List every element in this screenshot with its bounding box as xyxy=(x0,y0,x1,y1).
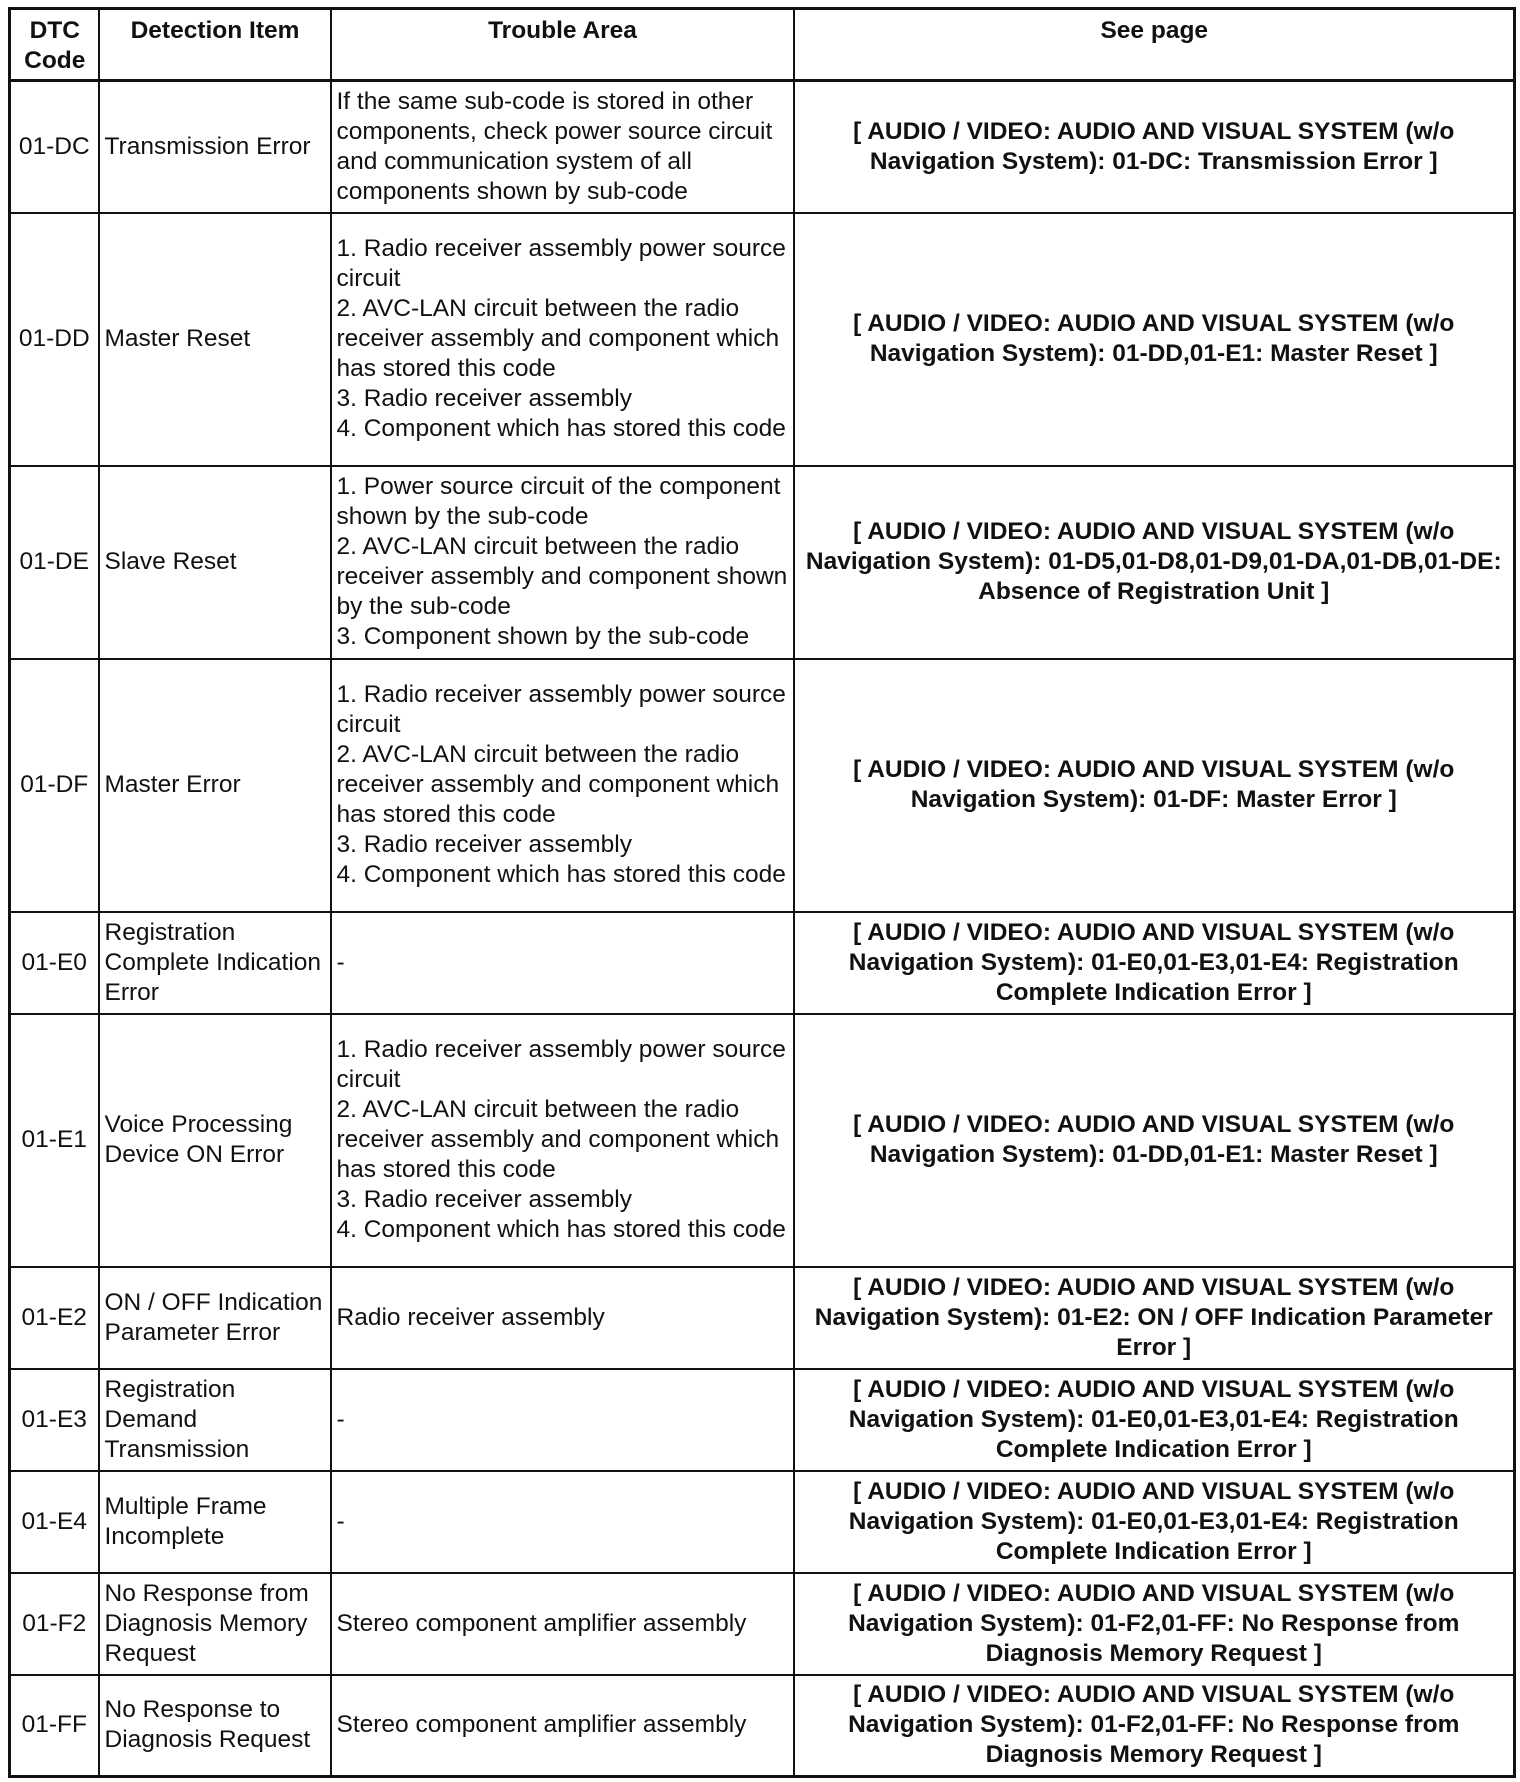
detection-item-cell: Transmission Error xyxy=(99,81,331,213)
dtc-code-cell: 01-FF xyxy=(10,1675,99,1777)
trouble-area-line: Radio receiver assembly xyxy=(336,1303,605,1331)
trouble-area-line: 3. Component shown by the sub-code xyxy=(336,623,750,650)
table-header-row xyxy=(10,9,1515,81)
dtc-code-cell: 01-E1 xyxy=(10,1014,99,1267)
see-page-link[interactable]: [ AUDIO / VIDEO: AUDIO AND VISUAL SYSTEM (w/o Navigation System): 01-DD,01-E1: Master Reset ] xyxy=(794,1014,1515,1267)
table-row xyxy=(10,213,1515,466)
trouble-area-line: 3. Radio receiver assembly xyxy=(336,1186,632,1213)
see-page-link[interactable]: [ AUDIO / VIDEO: AUDIO AND VISUAL SYSTEM (w/o Navigation System): 01-E2: ON / OFF Indication Parameter Error ] xyxy=(794,1267,1515,1369)
table-row xyxy=(10,1471,1515,1573)
see-page-link[interactable]: [ AUDIO / VIDEO: AUDIO AND VISUAL SYSTEM (w/o Navigation System): 01-DF: Master Error ] xyxy=(794,659,1515,912)
dtc-code-cell: 01-E2 xyxy=(10,1267,99,1369)
trouble-area-line: 2. AVC-LAN circuit between the radio receiver assembly and component shown by the sub-code xyxy=(336,533,788,620)
trouble-area-cell xyxy=(331,466,794,659)
see-page-link[interactable]: [ AUDIO / VIDEO: AUDIO AND VISUAL SYSTEM (w/o Navigation System): 01-DD,01-E1: Master Reset ] xyxy=(794,213,1515,466)
table-row xyxy=(10,1267,1515,1369)
table-row xyxy=(10,466,1515,659)
see-page-link[interactable]: [ AUDIO / VIDEO: AUDIO AND VISUAL SYSTEM (w/o Navigation System): 01-F2,01-FF: No Response from Diagnosis Memory Request ] xyxy=(794,1573,1515,1675)
see-page-link[interactable]: [ AUDIO / VIDEO: AUDIO AND VISUAL SYSTEM (w/o Navigation System): 01-DC: Transmission Error ] xyxy=(794,81,1515,213)
trouble-area-line: Stereo component amplifier assembly xyxy=(336,1609,747,1637)
trouble-area-line: 3. Radio receiver assembly xyxy=(336,385,632,412)
trouble-area-cell xyxy=(331,81,794,213)
table-row xyxy=(10,1573,1515,1675)
table-row xyxy=(10,1014,1515,1267)
dtc-table xyxy=(8,7,1516,1778)
header-see-page: See page xyxy=(794,9,1515,81)
see-page-link[interactable]: [ AUDIO / VIDEO: AUDIO AND VISUAL SYSTEM (w/o Navigation System): 01-E0,01-E3,01-E4: Registration Complete Indication Error ] xyxy=(794,1369,1515,1471)
dtc-code-cell: 01-DD xyxy=(10,213,99,466)
trouble-area-line: 1. Radio receiver assembly power source circuit xyxy=(336,1036,786,1093)
trouble-area-line: 3. Radio receiver assembly xyxy=(336,831,632,858)
detection-item-cell: Voice Processing Device ON Error xyxy=(99,1014,331,1267)
detection-item-cell: Registration Demand Transmission xyxy=(99,1369,331,1471)
trouble-area-line: 4. Component which has stored this code xyxy=(336,861,786,888)
trouble-area-line: - xyxy=(336,1405,345,1433)
see-page-link[interactable]: [ AUDIO / VIDEO: AUDIO AND VISUAL SYSTEM (w/o Navigation System): 01-D5,01-D8,01-D9,01-DA,01-DB,01-DE: Absence of Registration Unit ] xyxy=(794,466,1515,659)
trouble-area-cell xyxy=(331,213,794,466)
trouble-area-cell xyxy=(331,1014,794,1267)
dtc-code-cell: 01-DF xyxy=(10,659,99,912)
dtc-code-cell: 01-E0 xyxy=(10,912,99,1014)
see-page-link[interactable]: [ AUDIO / VIDEO: AUDIO AND VISUAL SYSTEM (w/o Navigation System): 01-F2,01-FF: No Response from Diagnosis Memory Request ] xyxy=(794,1675,1515,1777)
trouble-area-line: 4. Component which has stored this code xyxy=(336,1216,786,1243)
detection-item-cell: Registration Complete Indication Error xyxy=(99,912,331,1014)
trouble-area-line: - xyxy=(336,1507,345,1535)
trouble-area-cell xyxy=(331,1573,794,1675)
trouble-area-line: 1. Radio receiver assembly power source circuit xyxy=(336,235,786,292)
table-row xyxy=(10,659,1515,912)
table-body xyxy=(10,81,1515,1777)
trouble-area-line: - xyxy=(336,948,345,976)
dtc-code-cell: 01-F2 xyxy=(10,1573,99,1675)
dtc-code-cell: 01-E4 xyxy=(10,1471,99,1573)
trouble-area-line: 2. AVC-LAN circuit between the radio receiver assembly and component which has stored this code xyxy=(336,741,780,828)
table-row xyxy=(10,1675,1515,1777)
dtc-code-cell: 01-DE xyxy=(10,466,99,659)
trouble-area-cell xyxy=(331,659,794,912)
detection-item-cell: ON / OFF Indication Parameter Error xyxy=(99,1267,331,1369)
trouble-area-line: Stereo component amplifier assembly xyxy=(336,1711,747,1739)
detection-item-cell: Slave Reset xyxy=(99,466,331,659)
detection-item-cell: No Response to Diagnosis Request xyxy=(99,1675,331,1777)
trouble-area-line: 4. Component which has stored this code xyxy=(336,415,786,442)
header-dtc-code: DTC Code xyxy=(10,9,99,81)
trouble-area-line: 2. AVC-LAN circuit between the radio receiver assembly and component which has stored this code xyxy=(336,1096,780,1183)
trouble-area-line: 1. Radio receiver assembly power source circuit xyxy=(336,681,786,738)
see-page-link[interactable]: [ AUDIO / VIDEO: AUDIO AND VISUAL SYSTEM (w/o Navigation System): 01-E0,01-E3,01-E4: Registration Complete Indication Error ] xyxy=(794,912,1515,1014)
trouble-area-line: 1. Power source circuit of the component shown by the sub-code xyxy=(336,473,781,530)
detection-item-cell: No Response from Diagnosis Memory Request xyxy=(99,1573,331,1675)
detection-item-cell: Multiple Frame Incomplete xyxy=(99,1471,331,1573)
trouble-area-cell xyxy=(331,1471,794,1573)
trouble-area-cell xyxy=(331,1267,794,1369)
table-row xyxy=(10,81,1515,213)
trouble-area-cell xyxy=(331,1675,794,1777)
table-row xyxy=(10,912,1515,1014)
table-row xyxy=(10,1369,1515,1471)
trouble-area-cell xyxy=(331,1369,794,1471)
trouble-area-line: If the same sub-code is stored in other components, check power source circuit and communication system of all components shown by sub-code xyxy=(336,87,773,205)
dtc-code-cell: 01-DC xyxy=(10,81,99,213)
detection-item-cell: Master Error xyxy=(99,659,331,912)
see-page-link[interactable]: [ AUDIO / VIDEO: AUDIO AND VISUAL SYSTEM (w/o Navigation System): 01-E0,01-E3,01-E4: Registration Complete Indication Error ] xyxy=(794,1471,1515,1573)
trouble-area-cell xyxy=(331,912,794,1014)
dtc-code-cell: 01-E3 xyxy=(10,1369,99,1471)
header-detection-item: Detection Item xyxy=(99,9,331,81)
trouble-area-line: 2. AVC-LAN circuit between the radio receiver assembly and component which has stored this code xyxy=(336,295,780,382)
detection-item-cell: Master Reset xyxy=(99,213,331,466)
header-trouble-area: Trouble Area xyxy=(331,9,794,81)
